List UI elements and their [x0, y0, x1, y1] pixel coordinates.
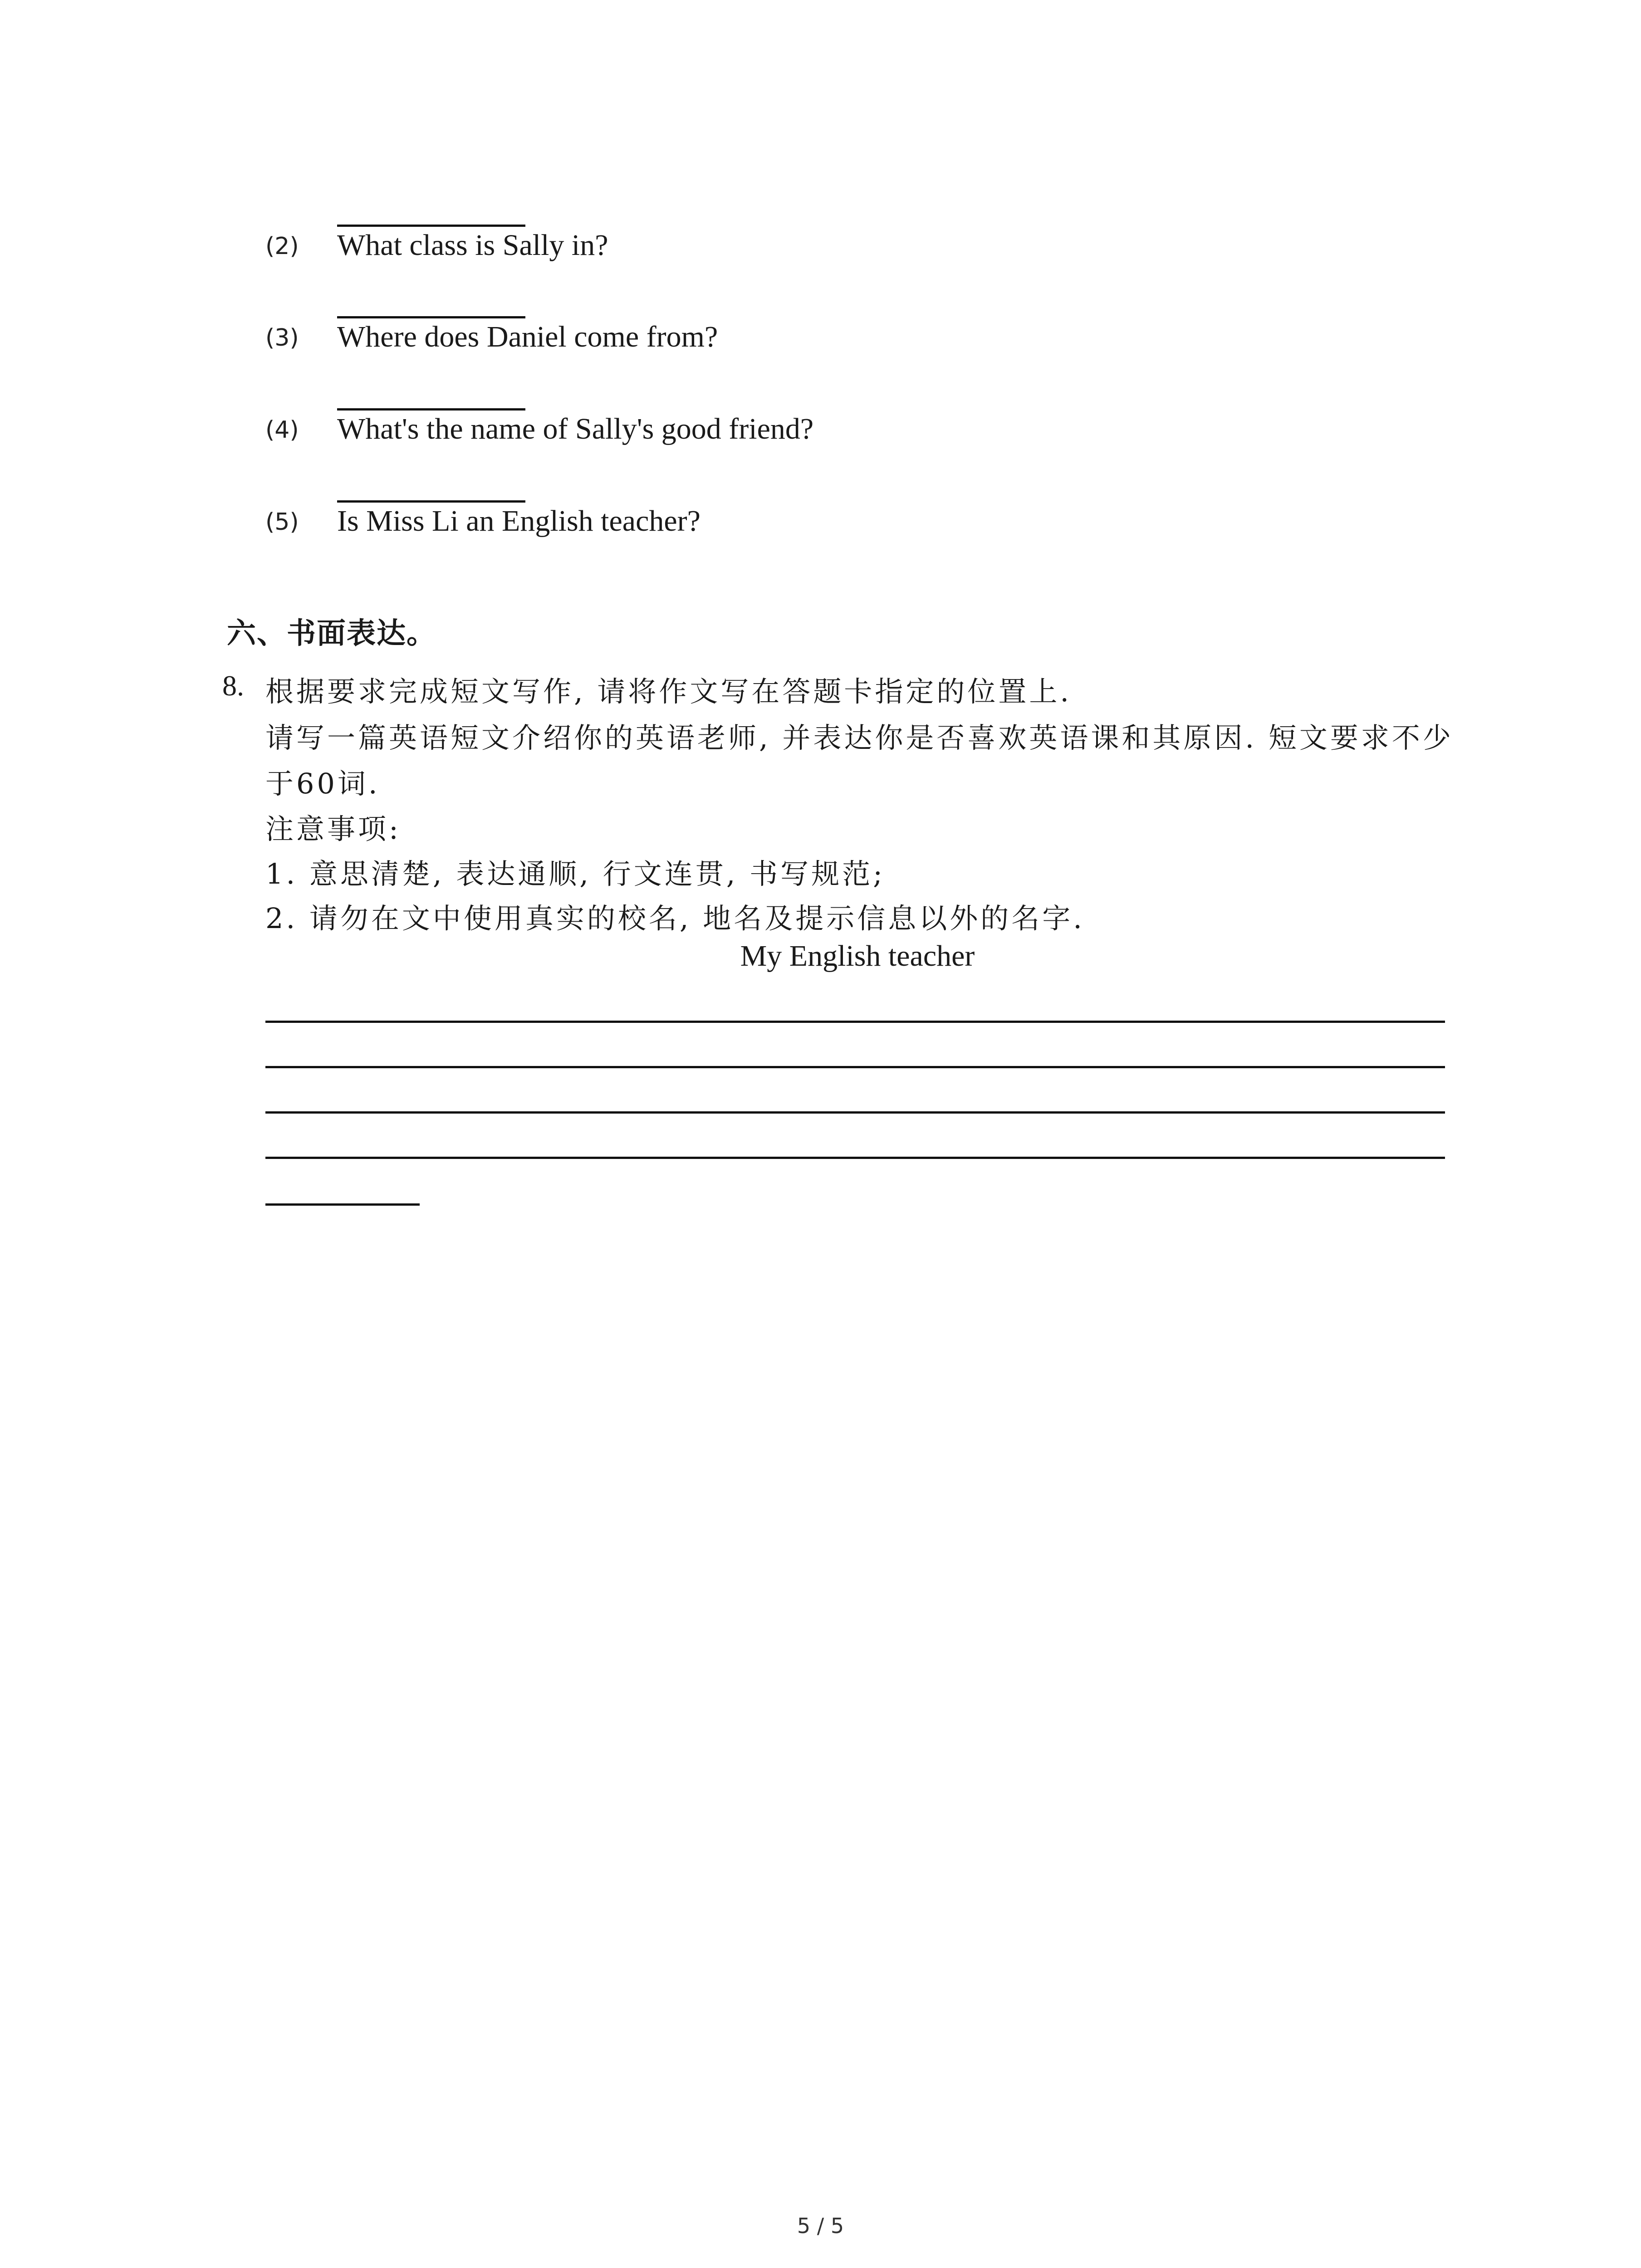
question-3 — [265, 316, 1445, 398]
notes-title: 注意事项: — [265, 812, 401, 846]
question-8-instruction: 根据要求完成短文写作, 请将作文写在答题卡指定的位置上. — [265, 675, 1072, 708]
writing-line[interactable] — [265, 1111, 1445, 1114]
writing-line[interactable] — [265, 1066, 1445, 1068]
question-number: (2) — [265, 233, 299, 260]
writing-line[interactable] — [265, 1157, 1445, 1159]
question-8-prompt-line-1: 请写一篇英语短文介绍你的英语老师, 并表达你是否喜欢英语课和其原因. 短文要求不少 — [265, 721, 1454, 754]
question-2 — [265, 225, 1445, 306]
question-4 — [265, 408, 1445, 490]
question-text: Where does Daniel come from? — [337, 320, 718, 353]
answer-blank[interactable] — [337, 316, 525, 318]
question-text: Is Miss Li an English teacher? — [337, 504, 700, 538]
question-number: (3) — [265, 324, 299, 352]
writing-line-short[interactable] — [265, 1203, 420, 1206]
answer-blank[interactable] — [337, 408, 525, 411]
note-2: 2. 请勿在文中使用真实的校名, 地名及提示信息以外的名字. — [265, 902, 1085, 935]
page-number: 5 / 5 — [797, 2214, 844, 2238]
answer-blank[interactable] — [337, 225, 525, 227]
question-text: What's the name of Sally's good friend? — [337, 412, 814, 445]
answer-blank[interactable] — [337, 500, 525, 503]
essay-title: My English teacher — [740, 939, 975, 973]
note-1: 1. 意思清楚, 表达通顺, 行文连贯, 书写规范; — [265, 857, 885, 890]
question-8-number: 8. — [222, 670, 244, 702]
question-number: (5) — [265, 508, 299, 536]
question-5 — [265, 500, 1445, 582]
section-title: 六、书面表达。 — [227, 617, 436, 650]
question-text: What class is Sally in? — [337, 229, 608, 262]
question-number: (4) — [265, 416, 299, 444]
writing-line[interactable] — [265, 1021, 1445, 1023]
question-8-prompt-line-2: 于60词. — [265, 767, 380, 800]
